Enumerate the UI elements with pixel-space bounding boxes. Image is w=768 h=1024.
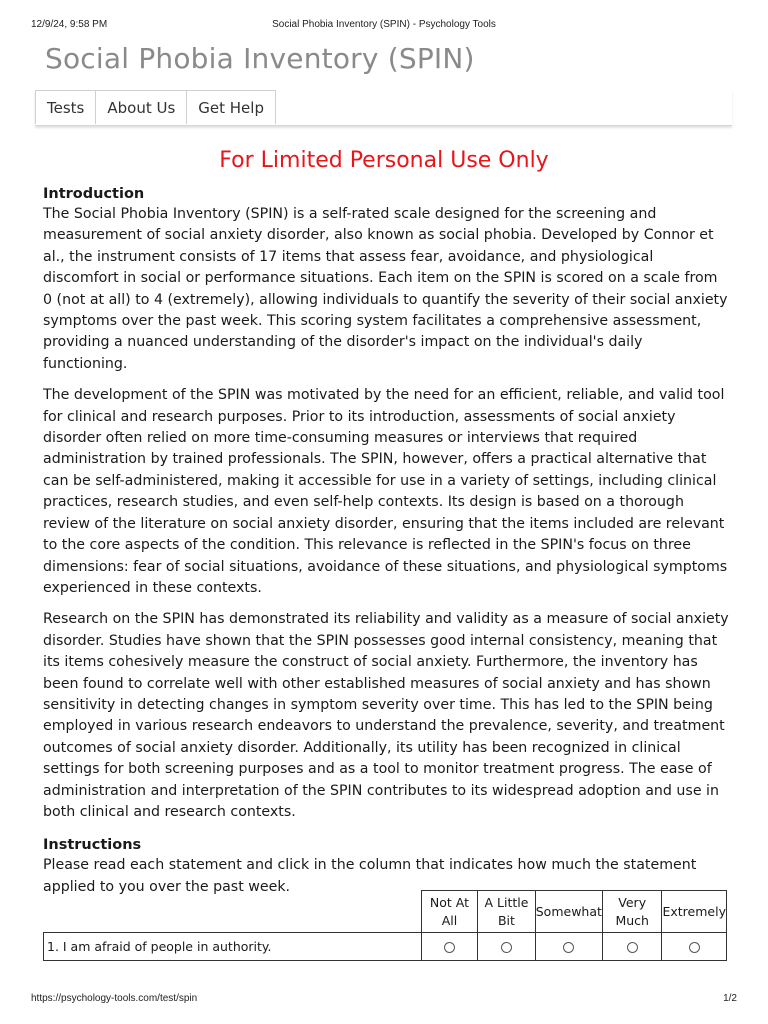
- answer-cell-a-little-bit[interactable]: [478, 933, 536, 961]
- main-content: [43, 184, 731, 908]
- navigation-bar: [35, 90, 732, 126]
- questionnaire-table: [43, 890, 727, 961]
- radio-a-little-bit[interactable]: [501, 942, 512, 953]
- column-header-somewhat: [535, 891, 602, 933]
- column-header-line: Bit: [497, 912, 515, 928]
- table-header-blank: [44, 891, 422, 933]
- column-header-not-at-all: [421, 891, 477, 933]
- column-header-extremely: [662, 891, 727, 933]
- radio-not-at-all[interactable]: [444, 942, 455, 953]
- column-header-line: Extremely: [662, 903, 726, 919]
- radio-somewhat[interactable]: [563, 942, 574, 953]
- print-url: https://psychology-tools.com/test/spin: [31, 993, 198, 1004]
- introduction-heading: Introduction: [43, 186, 145, 202]
- column-header-line: All: [441, 912, 458, 928]
- introduction-paragraph-3: Research on the SPIN has demonstrated its reliability and validity as a measure of social anxiety disorder. Studies have shown that the SPIN possesses good internal consistency, meaning that its items cohesively measure the construct of social anxiety. Furthermore, the inventory has been found to correlate well with other established measures of social anxiety and has shown sensitivity in detecting changes in symptom severity over time. This has led to the SPIN being employed in various research endeavors to understand the prevalence, severity, and treatment outcomes of social anxiety disorder. Additionally, its utility has been recognized in clinical settings for both screening purposes and as a tool to monitor treatment progress. The ease of administration and interpretation of the SPIN contributes to its widespread adoption and use in both clinical and research contexts.: [43, 611, 729, 820]
- nav-tabs: [35, 90, 732, 125]
- answer-cell-extremely[interactable]: [662, 933, 727, 961]
- column-header-line: Somewhat: [535, 903, 602, 919]
- print-footer: [31, 993, 737, 1007]
- column-header-line: Very: [618, 894, 647, 910]
- introduction-paragraph-2: The development of the SPIN was motivated by the need for an efficient, reliable, and valid tool for clinical and research purposes. Prior to its introduction, assessments of social anxiety disorder often relied on more time-consuming measures or interviews that required administration by trained professionals. The SPIN, however, offers a practical alternative that can be self-administered, making it accessible for use in a variety of settings, including clinical practices, research studies, and even self-help contexts. Its design is based on a thorough review of the literature on social anxiety disorder, ensuring that the items included are relevant to the core aspects of the condition. This relevance is reflected in the SPIN's focus on three dimensions: fear of social situations, avoidance of these situations, and physiological symptoms experienced in these contexts.: [43, 387, 728, 596]
- question-text: 1. I am afraid of people in authority.: [44, 933, 422, 961]
- nav-tab-tests[interactable]: Tests: [35, 90, 96, 124]
- column-header-line: A Little: [484, 894, 529, 910]
- instructions-heading: Instructions: [43, 837, 142, 854]
- answer-cell-not-at-all[interactable]: [421, 933, 477, 961]
- page-title: Social Phobia Inventory (SPIN): [45, 42, 475, 75]
- column-header-line: Not At: [429, 894, 469, 910]
- radio-very-much[interactable]: [627, 942, 638, 953]
- table-header-row: [44, 891, 727, 933]
- introduction-paragraph-1: The Social Phobia Inventory (SPIN) is a self-rated scale designed for the screening and measurement of social anxiety disorder, also known as social phobia. Developed by Connor et al., the instrument consists of 17 items that assess fear, avoidance, and physiological discomfort in social or performance situations. Each item on the SPIN is scored on a scale from 0 (not at all) to 4 (extremely), allowing individuals to quantify the severity of their social anxiety symptoms over the past week. This scoring system facilitates a comprehensive assessment, providing a nuanced understanding of the disorder's impact on the individual's daily functioning.: [43, 206, 728, 372]
- column-header-line: Much: [615, 912, 649, 928]
- answer-cell-very-much[interactable]: [602, 933, 662, 961]
- print-page-number: 1/2: [723, 993, 737, 1004]
- instructions-text: Please read each statement and click in the column that indicates how much the statement applied to you over the past week.: [43, 857, 697, 895]
- table-row: [44, 933, 727, 961]
- column-header-a-little-bit: [478, 891, 536, 933]
- radio-extremely[interactable]: [689, 942, 700, 953]
- nav-tab-about-us[interactable]: About Us: [95, 90, 187, 124]
- limited-use-notice: For Limited Personal Use Only: [219, 148, 549, 173]
- print-header: [31, 19, 737, 33]
- print-document-title: Social Phobia Inventory (SPIN) - Psychology Tools: [272, 19, 496, 30]
- column-header-very-much: [602, 891, 662, 933]
- print-datetime: 12/9/24, 9:58 PM: [31, 19, 108, 30]
- nav-tab-get-help[interactable]: Get Help: [186, 90, 276, 124]
- answer-cell-somewhat[interactable]: [535, 933, 602, 961]
